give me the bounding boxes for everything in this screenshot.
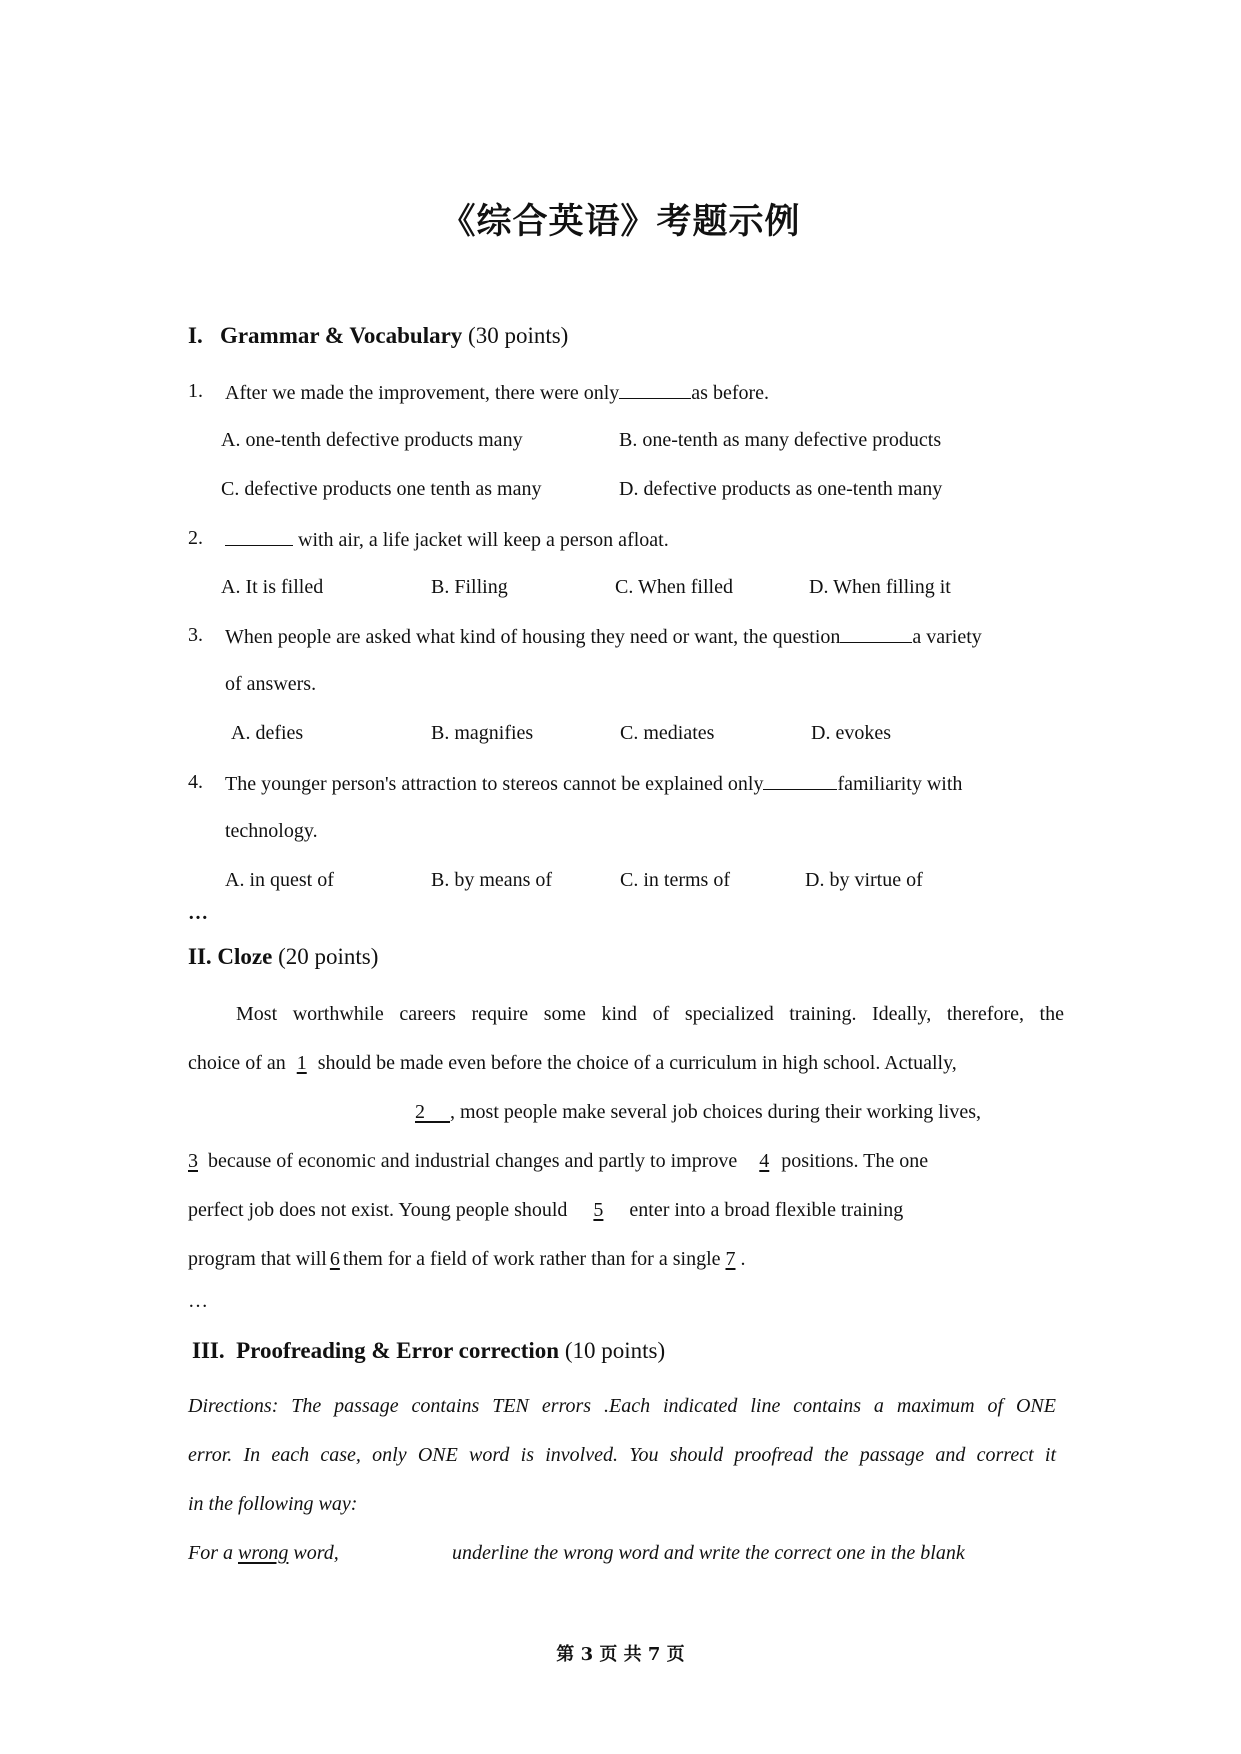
- section-3-name: Proofreading & Error correction: [236, 1338, 560, 1363]
- directions-line-3: in the following way:: [188, 1493, 358, 1515]
- question-1-stem: After we made the improvement, there were only as before.: [225, 382, 770, 404]
- cloze-line-6: program that will 6 them for a field of work rather than for a single 7 .: [188, 1248, 746, 1270]
- cloze-blank-7: 7: [725, 1248, 736, 1270]
- question-4-option-a: A. in quest of: [225, 869, 334, 891]
- section-1-points: (30 points): [468, 323, 569, 348]
- directions-line-1: Directions: The passage contains TEN errors .Each indicated line contains a maximum of ONE: [188, 1395, 1056, 1417]
- section-2-name: Cloze: [217, 944, 273, 969]
- question-2-option-c: C. When filled: [615, 576, 733, 598]
- cloze-blank-3: 3: [188, 1150, 198, 1172]
- cloze-passage: [188, 0, 1064, 1754]
- section-3-heading: [192, 1338, 665, 1364]
- section-1-name: Grammar & Vocabulary: [219, 323, 463, 348]
- question-3-number: 3.: [188, 624, 203, 646]
- section-1-ellipsis: …: [188, 902, 208, 924]
- question-1-number: 1.: [188, 380, 203, 402]
- cloze-line-2: choice of an 1 should be made even before the choice of a curriculum in high school. Actually,: [188, 1052, 957, 1074]
- question-4-stem: The younger person's attraction to stereos cannot be explained only familiarity with: [225, 773, 963, 795]
- cloze-line-3: 2 , most people make several job choices during their working lives,: [188, 1101, 1064, 1124]
- section-3-points: (10 points): [564, 1338, 666, 1363]
- example-instruction: underline the wrong word and write the correct one in the blank: [452, 1542, 965, 1564]
- question-4-option-d: D. by virtue of: [805, 869, 923, 891]
- example-wrong-word: For a wrong word,: [188, 1542, 339, 1564]
- question-3-stem: When people are asked what kind of housing they need or want, the question a variety: [225, 626, 982, 648]
- question-2-option-d: D. When filling it: [809, 576, 951, 598]
- page-footer: 第 3 页 共 7 页: [556, 1644, 685, 1665]
- question-2-stem: with air, a life jacket will keep a person afloat.: [225, 527, 669, 552]
- section-2-ellipsis: …: [188, 1290, 208, 1312]
- question-1-option-a: A. one-tenth defective products many: [221, 429, 523, 451]
- question-3-option-c: C. mediates: [620, 722, 715, 744]
- section-1-number: I.: [188, 323, 203, 348]
- cloze-blank-2: 2: [415, 1101, 425, 1123]
- question-3-option-a: A. defies: [231, 722, 304, 744]
- cloze-line-1: Most worthwhile careers require some kind of specialized training. Ideally, therefore, the: [236, 1003, 1064, 1025]
- question-4-number: 4.: [188, 771, 203, 793]
- cloze-blank-5: 5: [593, 1199, 604, 1221]
- cloze-line-4: 3 because of economic and industrial changes and partly to improve 4 positions. The one: [188, 1150, 929, 1172]
- question-3-stem-cont: of answers.: [225, 673, 317, 695]
- cloze-line-5: perfect job does not exist. Young people should 5 enter into a broad flexible training: [188, 1199, 904, 1221]
- question-4-option-c: C. in terms of: [620, 869, 730, 891]
- example-underlined-word: wrong: [238, 1542, 289, 1564]
- cloze-blank-6: 6: [329, 1248, 340, 1270]
- section-3-number: III.: [192, 1338, 225, 1363]
- question-3-option-b: B. magnifies: [431, 722, 534, 744]
- question-3-option-d: D. evokes: [811, 722, 891, 744]
- section-2-points: (20 points): [278, 944, 379, 969]
- page-title: 《综合英语》考题示例: [440, 202, 801, 242]
- cloze-blank-4: 4: [759, 1150, 770, 1172]
- question-2-number: 2.: [188, 527, 203, 549]
- section-2-number: II.: [188, 944, 212, 969]
- question-2-option-b: B. Filling: [431, 576, 508, 598]
- question-4-stem-cont: technology.: [225, 820, 318, 842]
- question-2-option-a: A. It is filled: [221, 576, 324, 598]
- question-1-option-c: C. defective products one tenth as many: [221, 478, 542, 500]
- question-4-option-b: B. by means of: [431, 869, 553, 891]
- directions-line-2: error. In each case, only ONE word is involved. You should proofread the passage and correct it: [188, 1444, 1056, 1466]
- cloze-blank-1: 1: [296, 1052, 307, 1074]
- question-1-option-b: B. one-tenth as many defective products: [619, 429, 942, 451]
- question-1-option-d: D. defective products as one-tenth many: [619, 478, 943, 500]
